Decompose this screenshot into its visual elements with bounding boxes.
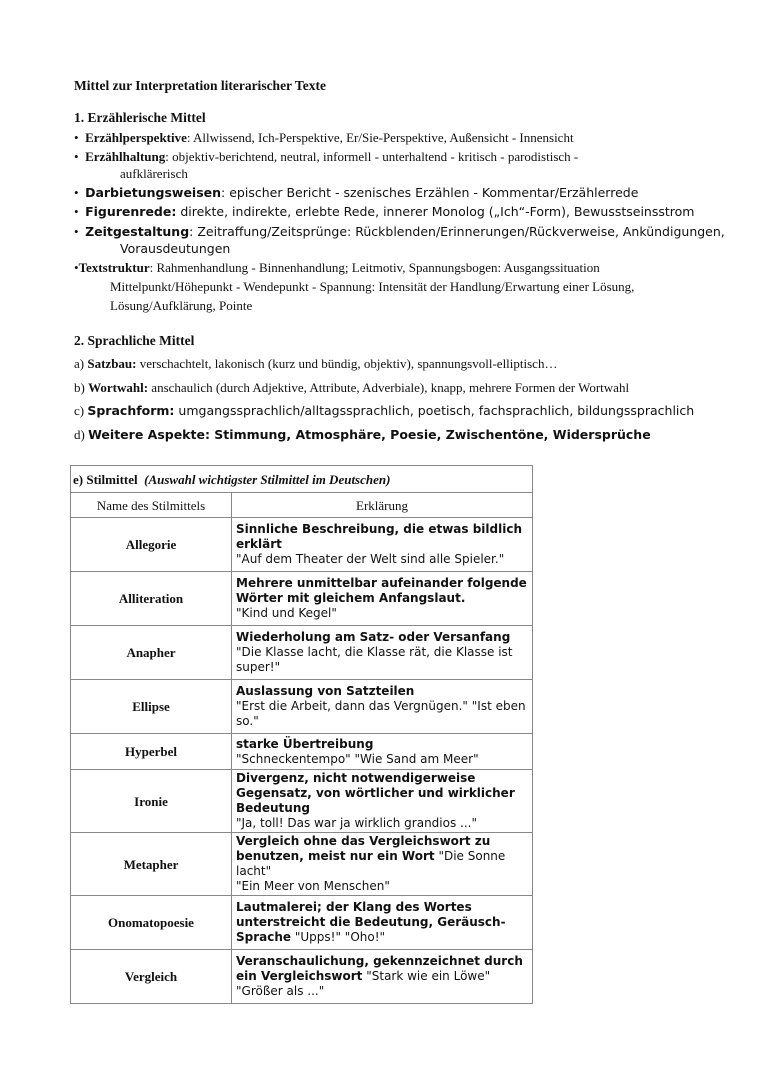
- item-continuation: Mittelpunkt/Höhepunkt - Wendepunkt - Spannung: Intensität der Handlung/Erwartung einer Lösung,: [110, 279, 635, 294]
- list-item: [74, 425, 651, 444]
- table-row: [71, 950, 533, 1004]
- explanation-bold: Lautmalerei; der Klang des Wortes unterstreicht die Bedeutung, Geräusch-Sprache: [236, 900, 506, 944]
- caption-italic: (Auswahl wichtigster Stilmittel im Deutschen): [144, 471, 391, 487]
- stilmittel-table: [70, 465, 533, 1004]
- table-caption-row: [71, 466, 533, 493]
- item-text: verschachtelt, lakonisch (kurz und bündig, objektiv), spannungsvoll-elliptisch…: [136, 356, 558, 371]
- explanation-plain: "Die Sonne lacht": [236, 849, 506, 878]
- term: Erzählperspektive: [85, 130, 187, 145]
- explanation-bold: starke Übertreibung: [236, 736, 374, 751]
- bullet: •: [74, 224, 79, 239]
- term: Darbietungsweisen: [85, 185, 222, 200]
- explanation-bold: Wiederholung am Satz- oder Versanfang: [236, 630, 511, 644]
- item-prefix: a): [74, 356, 88, 371]
- term: Figurenrede:: [85, 204, 177, 219]
- explanation-plain: "Stark wie ein Löwe" "Größer als ...": [236, 969, 491, 998]
- explanation-example: "Die Klasse lacht, die Klasse rät, die Klasse ist super!": [236, 645, 513, 674]
- term: Sprachform:: [87, 403, 175, 418]
- explanation-example: "Auf dem Theater der Welt sind alle Spieler.": [236, 552, 505, 566]
- header-explanation: Erklärung: [232, 493, 533, 518]
- header-name: Name des Stilmittels: [71, 493, 232, 518]
- item-continuation: Lösung/Aufklärung, Pointe: [110, 298, 253, 313]
- table-row: [71, 518, 533, 572]
- item-prefix: d): [74, 427, 89, 442]
- explanation-example: "Erst die Arbeit, dann das Vergnügen." "Ist eben so.": [236, 699, 526, 728]
- list-item: [74, 401, 694, 420]
- table-row: [71, 833, 533, 896]
- stilmittel-explanation: [232, 950, 533, 1004]
- term: Erzählhaltung: [85, 149, 166, 164]
- stilmittel-explanation: [232, 518, 533, 572]
- stilmittel-name: Metapher: [71, 833, 232, 896]
- explanation-bold: Veranschaulichung, gekennzeichnet durch ein Vergleichswort: [236, 954, 523, 983]
- stilmittel-explanation: [232, 770, 533, 833]
- page-title: Mittel zur Interpretation literarischer Texte: [74, 78, 326, 93]
- stilmittel-name: Onomatopoesie: [71, 896, 232, 950]
- table-row: [71, 680, 533, 734]
- item-prefix: c): [74, 403, 88, 418]
- explanation-example: "Ein Meer von Menschen": [236, 879, 390, 893]
- stilmittel-name: Vergleich: [71, 950, 232, 1004]
- bullet: •: [74, 204, 79, 219]
- table-row: [71, 572, 533, 626]
- table-caption: [71, 466, 533, 493]
- item-text: : objektiv-berichtend, neutral, informell - unterhaltend - kritisch - parodistisch -: [165, 149, 579, 164]
- item-text: : Allwissend, Ich-Perspektive, Er/Sie-Perspektive, Außensicht - Innensicht: [186, 130, 574, 145]
- item-text: : Zeitraffung/Zeitsprünge: Rückblenden/Erinnerungen/Rückverweise, Ankündigungen,: [189, 224, 725, 239]
- list-item: [74, 202, 694, 221]
- list-item: [74, 128, 574, 147]
- bullet: •: [74, 260, 79, 275]
- explanation-example: "Schneckentempo" "Wie Sand am Meer": [236, 751, 479, 766]
- stilmittel-explanation: [232, 896, 533, 950]
- list-item: [74, 258, 600, 277]
- table-row: [71, 770, 533, 833]
- term: Wortwahl:: [88, 380, 149, 395]
- list-item: [74, 378, 629, 397]
- bullet: •: [74, 185, 79, 200]
- section2-heading: 2. Sprachliche Mittel: [74, 333, 195, 348]
- table-row: [71, 734, 533, 770]
- stilmittel-name: Hyperbel: [71, 734, 232, 770]
- list-item: [74, 183, 638, 202]
- item-text: direkte, indirekte, erlebte Rede, innerer Monolog („Ich“-Form), Bewusstseinsstrom: [176, 204, 695, 219]
- explanation-bold: Divergenz, nicht notwendigerweise Gegensatz, von wörtlicher und wirklicher Bedeutung: [236, 771, 515, 815]
- explanation-bold: Auslassung von Satzteilen: [236, 684, 415, 698]
- table-header-row: [71, 493, 533, 518]
- bullet: •: [74, 130, 79, 145]
- item-text: anschaulich (durch Adjektive, Attribute, Adverbiale), knapp, mehrere Formen der Wortwahl: [148, 380, 630, 395]
- stilmittel-name: Allegorie: [71, 518, 232, 572]
- item-text: : epischer Bericht - szenisches Erzählen - Kommentar/Erzählerrede: [221, 185, 639, 200]
- term: Weitere Aspekte: Stimmung, Atmosphäre, Poesie, Zwischentöne, Widersprüche: [88, 427, 651, 442]
- stilmittel-explanation: [232, 680, 533, 734]
- table-row: [71, 896, 533, 950]
- term: Textstruktur: [78, 260, 150, 275]
- stilmittel-name: Ellipse: [71, 680, 232, 734]
- caption-prefix: e) Stilmittel: [73, 471, 138, 487]
- item-text: umgangssprachlich/alltagssprachlich, poetisch, fachsprachlich, bildungssprachlich: [174, 403, 695, 418]
- table-row: [71, 626, 533, 680]
- stilmittel-explanation: [232, 572, 533, 626]
- stilmittel-explanation: [232, 833, 533, 896]
- explanation-bold: Sinnliche Beschreibung, die etwas bildlich erklärt: [236, 522, 522, 551]
- item-continuation: aufklärerisch: [120, 166, 188, 181]
- stilmittel-name: Ironie: [71, 770, 232, 833]
- stilmittel-name: Alliteration: [71, 572, 232, 626]
- explanation-plain: "Upps!" "Oho!": [291, 930, 386, 944]
- term: Zeitgestaltung: [85, 224, 190, 239]
- explanation-bold: Vergleich ohne das Vergleichswort zu benutzen, meist nur ein Wort: [236, 834, 491, 863]
- item-text: : Rahmenhandlung - Binnenhandlung; Leitmotiv, Spannungsbogen: Ausgangssituation: [149, 260, 600, 275]
- explanation-example: "Ja, toll! Das war ja wirklich grandios ...": [236, 816, 478, 830]
- item-prefix: b): [74, 380, 89, 395]
- item-continuation: Vorausdeutungen: [120, 241, 231, 256]
- stilmittel-explanation: [232, 626, 533, 680]
- explanation-bold: Mehrere unmittelbar aufeinander folgende Wörter mit gleichem Anfangslaut.: [236, 576, 527, 605]
- explanation-example: "Kind und Kegel": [236, 606, 337, 620]
- stilmittel-name: Anapher: [71, 626, 232, 680]
- term: Satzbau:: [87, 356, 137, 371]
- list-item: [74, 354, 557, 373]
- section1-heading: 1. Erzählerische Mittel: [74, 110, 206, 125]
- bullet: •: [74, 149, 79, 164]
- stilmittel-explanation: [232, 734, 533, 770]
